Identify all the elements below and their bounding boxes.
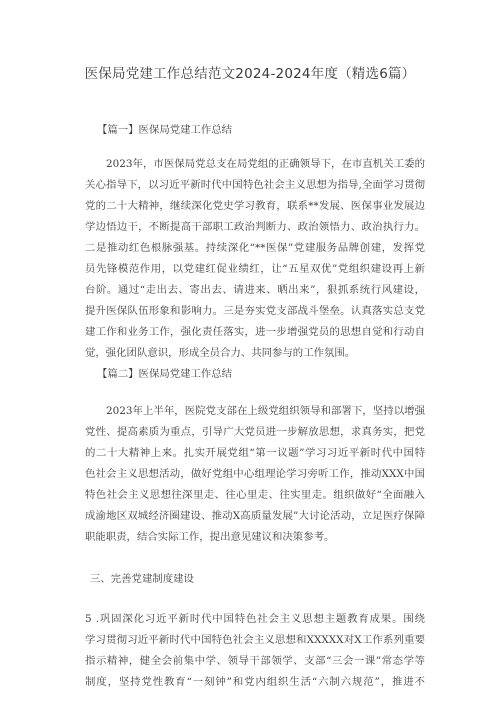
section-heading: 三、完善党建制度建设 [90, 573, 194, 585]
paragraph-line: 2023年上半年，医院党支部在上级党组织领导和部署下，坚持以增强 [106, 405, 425, 417]
paragraph-line: 关心指导下，以习近平新时代中国特色社会主义思想为指导,全面学习贯彻 [85, 179, 425, 191]
paragraph-line: 建工作和业务工作，强化责任落实，进一步增强党员的思想自觉和行动自 [85, 326, 425, 338]
paragraph-line: 党的二十大精神，继续深化党史学习教育，联系**发展、医保事业发展边 [85, 200, 425, 212]
section-heading: 【篇一】医保局党建工作总结 [97, 124, 233, 136]
document-title: 医保局党建工作总结范文2024-2024年度（精选6篇） [84, 66, 416, 82]
paragraph-line: 制度，坚持党性教育“一刻钟”和党内组织生活“六制六规范”，推进不 [85, 676, 425, 688]
paragraph-line: 成渝地区双城经济圈建设、推动X高质量发展”大讨论活动，立足医疗保障 [85, 510, 425, 522]
paragraph-line: 台阶。通过“走出去、寄出去、请进来、晒出来”，狠抓系统行风建设， [85, 284, 425, 296]
section-heading: 【篇二】医保局党建工作总结 [97, 368, 233, 380]
paragraph-line: 提升医保队伍形象和影响力。三是夯实党支部战斗堡垒。认真落实总支党 [85, 305, 425, 317]
paragraph-line: 二是推动红色根脉强基。持续深化“**医保”党建服务品牌创建，发挥党 [85, 242, 425, 254]
paragraph-line: 5 .巩固深化习近平新时代中国特色社会主义思想主题教育成果。围绕 [85, 613, 425, 625]
paragraph-line: 学习贯彻习近平新时代中国特色社会主义思想和XXXXX对X工作系列重要 [85, 634, 425, 646]
paragraph-line: 学边悟边干，不断提高干部职工政治判断力、政治领悟力、政治执行力。 [85, 221, 425, 233]
paragraph-line: 指示精神，健全会前集中学、领导干部领学、支部“三会一课”常态学等 [85, 655, 425, 667]
paragraph-line: 的二十大精神上来。扎实开展党组“第一议题”学习习近平新时代中国特 [85, 447, 425, 459]
paragraph-line: 员先锋模范作用，以党建红促业绩红，让“五星双优”党组织建设再上新 [85, 263, 425, 275]
paragraph-line: 色社会主义思想活动，做好党组中心组理论学习旁听工作，推动XXX中国 [85, 468, 425, 480]
paragraph-line: 2023年，市医保局党总支在局党组的正确领导下，在市直机关工委的 [106, 158, 425, 170]
paragraph-line: 觉，强化团队意识，形成全员合力、共同参与的工作氛围。 [85, 347, 356, 359]
paragraph-line: 职能职责，结合实际工作，提出意见建议和决策参考。 [85, 531, 335, 543]
paragraph-line: 党性、提高素质为重点，引导广大党员进一步解放思想，求真务实，把党 [85, 426, 425, 438]
paragraph-line: 特色社会主义思想往深里走、往心里走、往实里走。组织做好“全面融入 [85, 489, 425, 501]
